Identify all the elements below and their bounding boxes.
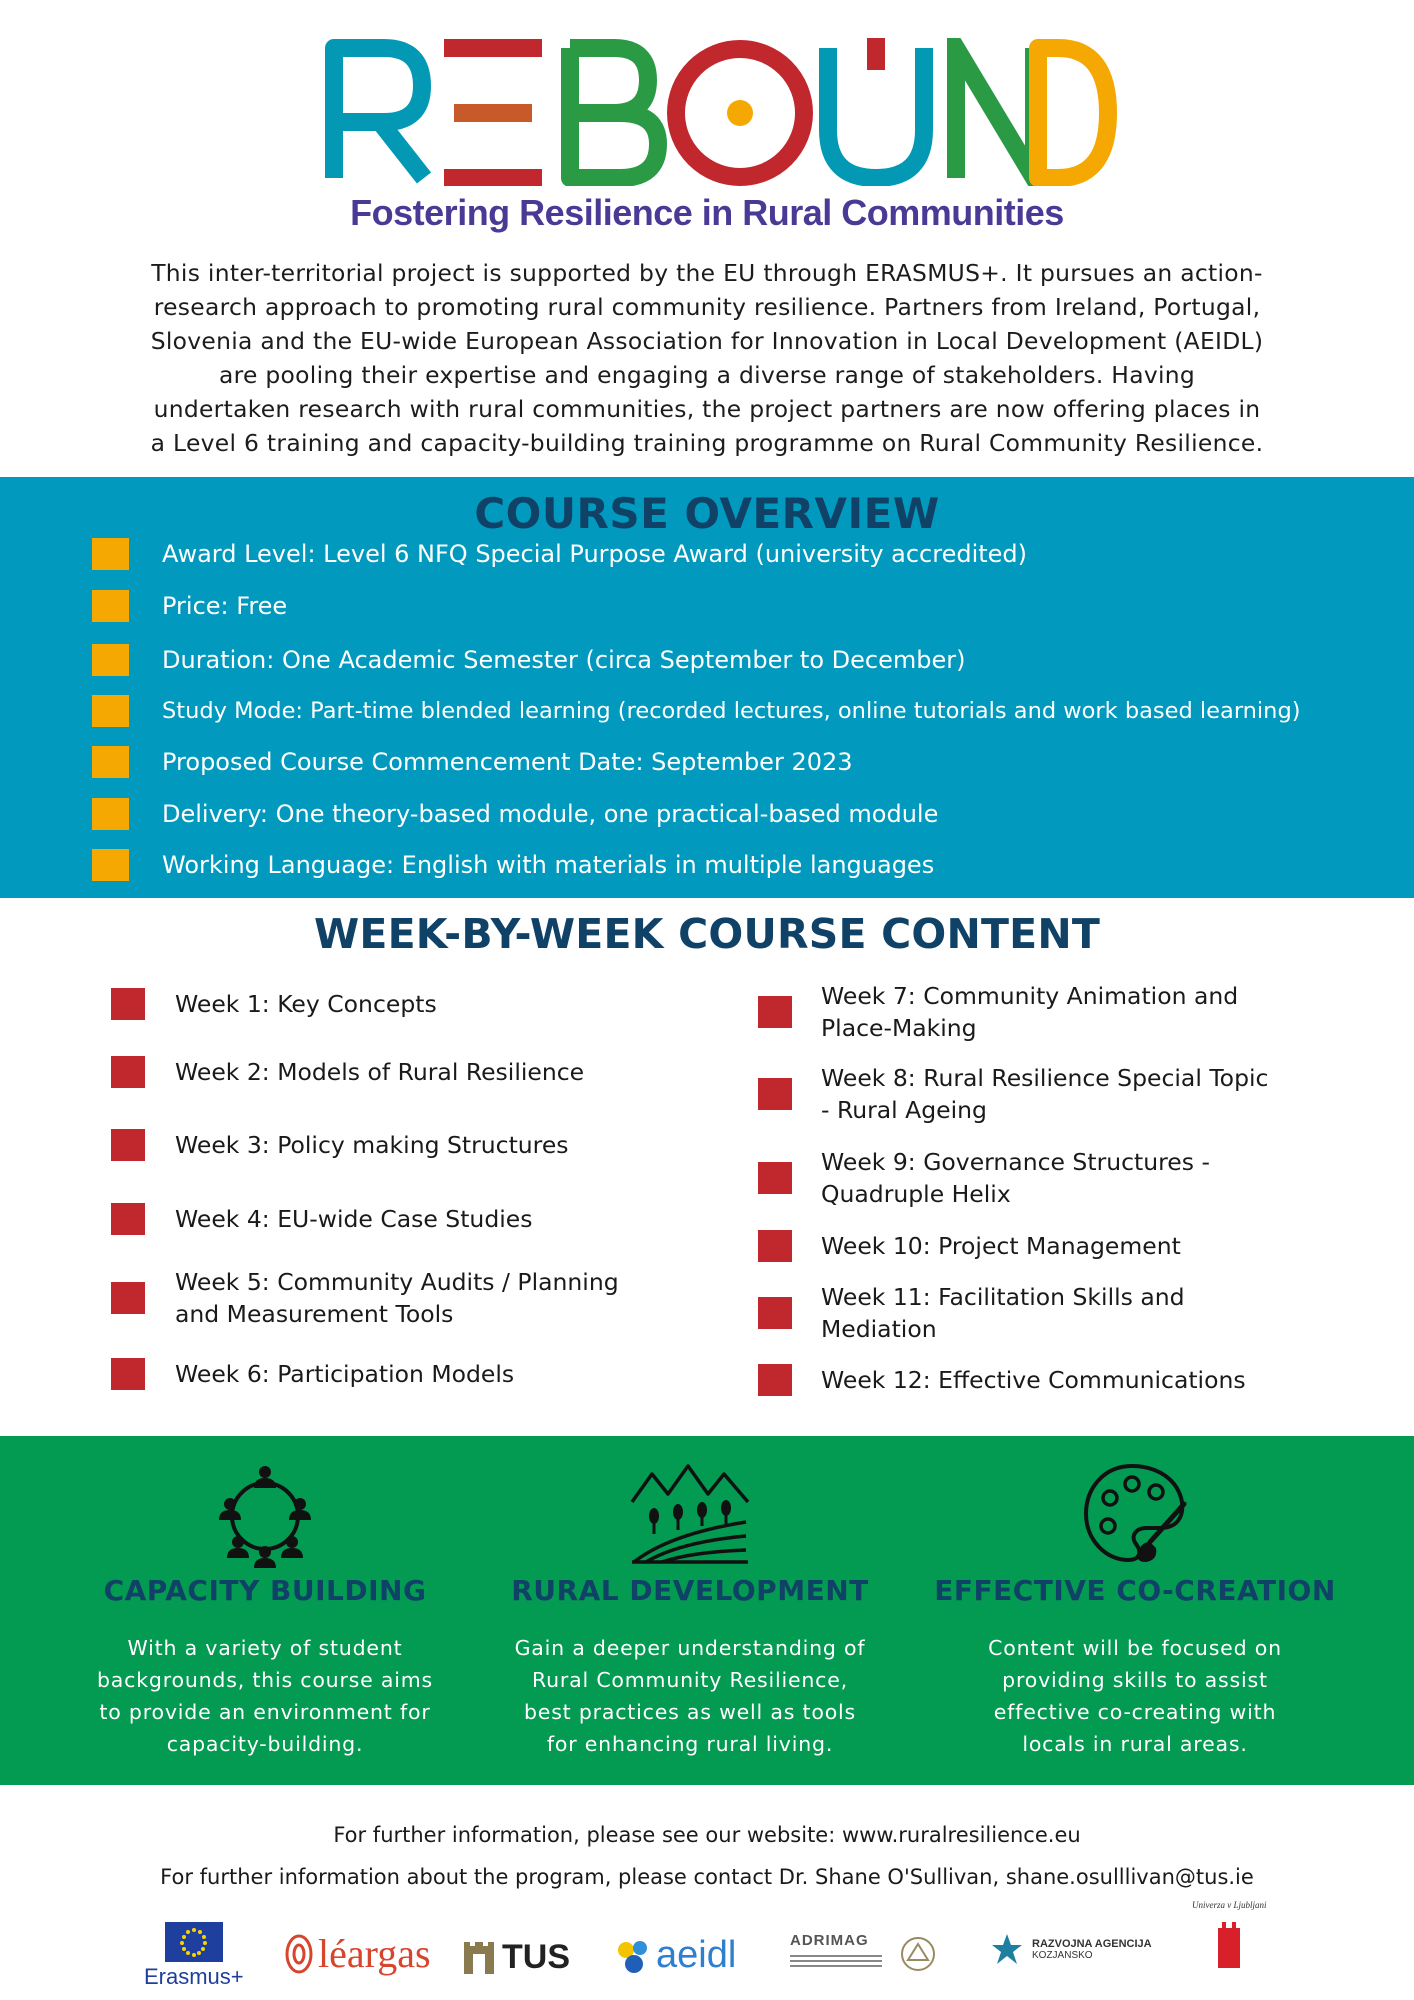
week-item	[758, 1281, 1378, 1345]
square-bullet-icon	[92, 538, 129, 570]
square-bullet-icon	[92, 849, 129, 881]
week-item	[758, 1146, 1378, 1210]
intro-line: are pooling their expertise and engaging a diverse range of stakeholders. Having	[218, 361, 1196, 389]
overview-item	[92, 534, 1027, 574]
week-item-text: Week 12: Effective Communications	[821, 1366, 1246, 1394]
overview-item-text: Duration: One Academic Semester (circa September to December)	[162, 646, 966, 674]
intro-line: undertaken research with rural communities, the project partners are now offering places in	[153, 395, 1261, 423]
overview-item-text: Proposed Course Commencement Date: September 2023	[162, 748, 853, 776]
overview-item	[92, 742, 853, 782]
week-item	[758, 1230, 1378, 1262]
rebound-logo	[320, 38, 1100, 186]
week-item-text: Week 11: Facilitation Skills and Mediation	[821, 1283, 1185, 1343]
tagline: Fostering Resilience in Rural Communities	[350, 192, 1064, 233]
week-item	[758, 980, 1378, 1044]
square-bullet-icon	[758, 1364, 792, 1396]
week-item-text: Week 6: Participation Models	[175, 1360, 515, 1388]
feature-title: CAPACITY BUILDING	[103, 1574, 427, 1607]
square-bullet-icon	[111, 988, 145, 1020]
square-bullet-icon	[111, 1203, 145, 1235]
course-overview-section	[0, 477, 1414, 898]
razvojna-agencija-logo	[990, 1932, 1152, 1966]
tus-logo	[462, 1938, 570, 1977]
week-item-text: Week 10: Project Management	[821, 1232, 1181, 1260]
square-bullet-icon	[111, 1282, 145, 1314]
square-bullet-icon	[758, 1297, 792, 1329]
rebound-logo-d	[1028, 38, 1118, 186]
square-bullet-icon	[111, 1129, 145, 1161]
farm-field-icon	[630, 1458, 750, 1568]
square-bullet-icon	[111, 1056, 145, 1088]
week-item	[111, 1266, 681, 1330]
kozjansko-label: KOZJANSKO	[1032, 1949, 1093, 1961]
square-bullet-icon	[92, 644, 129, 676]
aeidl-emblem-icon	[614, 1936, 654, 1976]
aeidl-label: aeidl	[656, 1934, 737, 1976]
people-circle-icon	[210, 1458, 320, 1568]
adrimag-logo	[790, 1932, 882, 1970]
week-item-text: Week 5: Community Audits / Planning and Measurement Tools	[175, 1268, 619, 1328]
overview-item	[92, 640, 965, 680]
leargas-label: léargas	[318, 1931, 431, 1976]
website-info: For further information, please see our website: www.ruralresilience.eu	[333, 1823, 1081, 1847]
feature-description: With a variety of student backgrounds, this course aims to provide an environment for capacity-building.	[96, 1636, 434, 1756]
aeidl-logo	[614, 1934, 736, 1977]
overview-item	[92, 794, 938, 834]
adrimag-emblem-icon	[898, 1934, 938, 1974]
week-item-text: Week 4: EU-wide Case Studies	[175, 1205, 533, 1233]
square-bullet-icon	[758, 1078, 792, 1110]
razvojna-star-icon	[990, 1932, 1024, 1966]
contact-info: For further information about the program, please contact Dr. Shane O'Sullivan, shane.osulllivan@tus.ie	[160, 1865, 1254, 1889]
overview-item	[92, 586, 287, 626]
tus-tower-icon	[462, 1940, 496, 1976]
leargas-logo	[284, 1930, 431, 1977]
week-item-text: Week 8: Rural Resilience Special Topic - Rural Ageing	[821, 1064, 1269, 1124]
razvojna-label: RAZVOJNA AGENCIJA	[1032, 1937, 1152, 1950]
feature-title: EFFECTIVE CO-CREATION	[934, 1574, 1336, 1607]
feature-rural-development	[480, 1436, 900, 1785]
overview-item-text: Price: Free	[162, 592, 288, 620]
week-item	[111, 1203, 681, 1235]
adrimag-subtext-lines	[790, 1952, 882, 1970]
overview-item-text: Delivery: One theory-based module, one practical-based module	[162, 800, 939, 828]
week-by-week-title: WEEK-BY-WEEK COURSE CONTENT	[313, 910, 1101, 958]
week-item	[111, 1129, 681, 1161]
week-item-text: Week 9: Governance Structures - Quadruple Helix	[821, 1148, 1210, 1208]
ljubljana-emblem-icon	[1214, 1922, 1244, 1970]
feature-title: RURAL DEVELOPMENT	[511, 1574, 869, 1607]
feature-capacity-building	[55, 1436, 475, 1785]
week-item	[758, 1364, 1378, 1396]
square-bullet-icon	[758, 1162, 792, 1194]
square-bullet-icon	[92, 695, 129, 727]
week-item-text: Week 7: Community Animation and Place-Making	[821, 982, 1239, 1042]
partner-logos	[0, 1900, 1414, 1992]
features-section	[0, 1436, 1414, 1785]
week-item	[758, 1062, 1378, 1126]
week-item-text: Week 2: Models of Rural Resilience	[175, 1058, 585, 1086]
week-item	[111, 1056, 681, 1088]
week-item	[111, 988, 681, 1020]
feature-description: Content will be focused on providing skills to assist effective co-creating with locals in rural areas.	[988, 1636, 1282, 1756]
leargas-emblem-icon	[284, 1932, 314, 1976]
square-bullet-icon	[92, 746, 129, 778]
week-item	[111, 1358, 681, 1390]
overview-item-text: Study Mode: Part-time blended learning (recorded lectures, online tutorials and work based learning)	[162, 698, 1301, 724]
erasmus-label: Erasmus+	[144, 1964, 244, 1989]
tus-label: TUS	[502, 1938, 570, 1976]
palette-brush-icon	[1080, 1458, 1190, 1568]
adrimag-label: ADRIMAG	[790, 1932, 869, 1949]
week-item-text: Week 3: Policy making Structures	[175, 1131, 569, 1159]
course-overview-title: COURSE OVERVIEW	[474, 489, 940, 538]
intro-line: research approach to promoting rural community resilience. Partners from Ireland, Portugal,	[153, 293, 1261, 321]
overview-item	[92, 691, 1301, 731]
intro-line: Slovenia and the EU-wide European Association for Innovation in Local Development (AEIDL)	[150, 327, 1264, 355]
overview-item-text: Award Level: Level 6 NFQ Special Purpose Award (university accredited)	[162, 540, 1028, 568]
overview-item	[92, 845, 934, 885]
square-bullet-icon	[758, 996, 792, 1028]
ljubljana-label: Univerza v Ljubljani	[1192, 1900, 1267, 1910]
feature-effective-co-creation	[925, 1436, 1345, 1785]
eu-flag-icon	[165, 1922, 223, 1962]
feature-description: Gain a deeper understanding of Rural Community Resilience, best practices as well as tools for enhancing rural living.	[514, 1636, 866, 1756]
erasmus-logo	[144, 1922, 244, 1990]
intro-paragraph	[88, 256, 1326, 460]
square-bullet-icon	[92, 590, 129, 622]
week-item-text: Week 1: Key Concepts	[175, 990, 437, 1018]
ljubljana-logo	[1192, 1900, 1267, 1970]
square-bullet-icon	[92, 798, 129, 830]
square-bullet-icon	[111, 1358, 145, 1390]
overview-item-text: Working Language: English with materials in multiple languages	[162, 851, 935, 879]
intro-line: a Level 6 training and capacity-building training programme on Rural Community Resilience.	[150, 429, 1264, 457]
square-bullet-icon	[758, 1230, 792, 1262]
intro-line: This inter-territorial project is supported by the EU through ERASMUS+. It pursues an action-	[151, 259, 1263, 287]
